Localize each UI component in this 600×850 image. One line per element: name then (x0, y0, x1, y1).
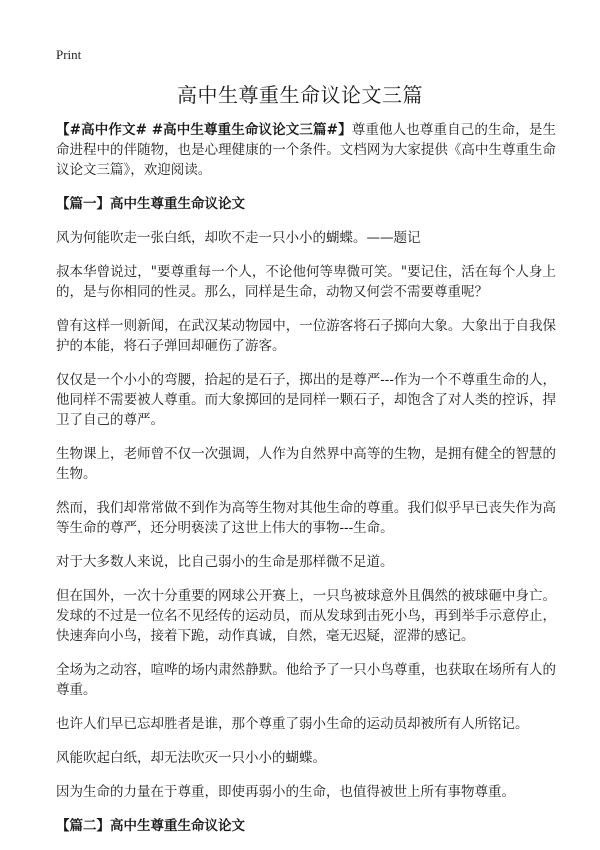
paragraph: 仅仅是一个小小的弯腰，拾起的是石子，掷出的是尊严---作为一个不尊重生命的人，他同样不需要被人尊重。而大象掷回的是同样一颗石子，却饱含了对人类的控诉，捍卫了自己的尊严。 (56, 372, 556, 428)
paragraph: 风为何能吹走一张白纸，却吹不走一只小小的蝴蝶。——题记 (56, 230, 421, 246)
print-link[interactable]: Print (56, 47, 82, 62)
paragraph: 对于大多数人来说，比自己弱小的生命是那样微不足道。 (56, 554, 394, 570)
intro-paragraph (56, 120, 556, 180)
paragraph: 曾有这样一则新闻，在武汉某动物园中，一位游客将石子掷向大象。大象出于自我保护的本能，将石子弹回却砸伤了游客。 (56, 318, 556, 354)
intro-tag: 【#高中作文# #高中生尊重生命议论文三篇#】 (56, 122, 352, 138)
section-heading-1: 【篇一】高中生尊重生命议论文 (56, 196, 245, 212)
paragraph: 因为生命的力量在于尊重，即使再弱小的生命，也值得被世上所有事物尊重。 (56, 784, 515, 800)
page-title: 高中生尊重生命议论文三篇 (177, 83, 423, 107)
paragraph: 然而，我们却常常做不到作为高等生物对其他生命的尊重。我们似乎早已丧失作为高等生命的尊严，还分明亵渎了这世上伟大的事物---生命。 (56, 500, 556, 536)
section-heading-2: 【篇二】高中生尊重生命议论文 (56, 818, 245, 834)
paragraph: 也许人们早已忘却胜者是谁，那个尊重了弱小生命的运动员却被所有人所铭记。 (56, 716, 529, 732)
paragraph: 全场为之动容，喧哗的场内肃然静默。他给予了一只小鸟尊重，也获取在场所有人的尊重。 (56, 662, 556, 698)
paragraph: 风能吹起白纸，却无法吹灭一只小小的蝴蝶。 (56, 750, 326, 766)
paragraph: 叔本华曾说过，"要尊重每一个人，不论他何等卑微可笑。"要记住，活在每个人身上的，是与你相同的性灵。那么，同样是生命，动物又何尝不需要尊重呢？ (56, 264, 556, 300)
article-body (56, 120, 556, 850)
paragraph: 生物课上，老师曾不仅一次强调，人作为自然界中高等的生物，是拥有健全的智慧的生物。 (56, 446, 556, 482)
paragraph: 但在国外，一次十分重要的网球公开赛上，一只鸟被球意外且偶然的被球砸中身亡。发球的不过是一位名不见经传的运动员，而从发球到击死小鸟，再到举手示意停止，快速奔向小鸟，接着下跪，动作真诚，自然，毫无迟疑，涩滞的感记。 (56, 588, 556, 644)
intro-text: 尊重他人也尊重自己的生命，是生命进程中的伴随物，也是心理健康的一个条件。文档网为大家提供《高中生尊重生命议论文三篇》，欢迎阅读。 (56, 122, 557, 178)
